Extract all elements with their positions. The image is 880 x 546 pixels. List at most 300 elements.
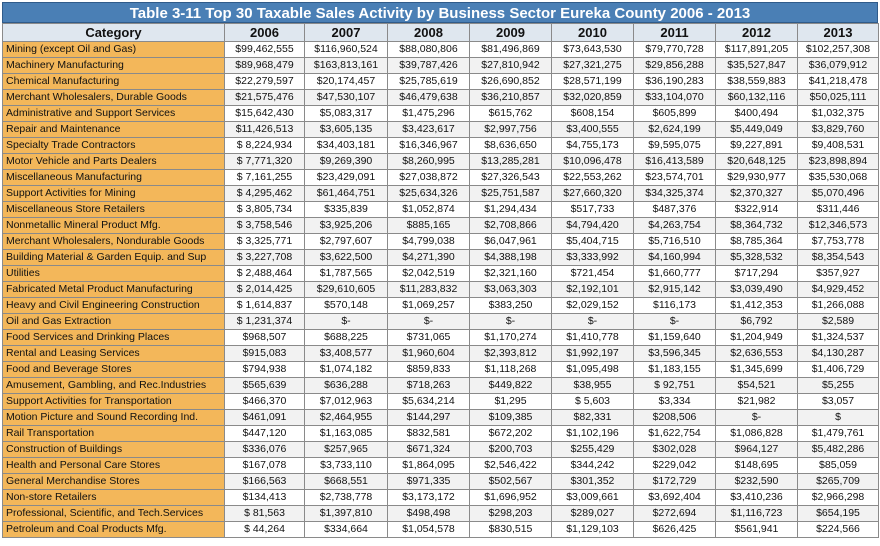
value-cell: $ 7,161,255 — [225, 170, 305, 186]
value-cell: $7,012,963 — [305, 394, 388, 410]
value-cell: $2,636,553 — [716, 346, 798, 362]
value-cell: $2,589 — [798, 314, 879, 330]
value-cell: $12,346,573 — [798, 218, 879, 234]
value-cell: $21,982 — [716, 394, 798, 410]
value-cell: $4,794,420 — [552, 218, 634, 234]
table-row — [3, 506, 879, 522]
category-cell: Miscellaneous Store Retailers — [3, 202, 225, 218]
value-cell: $79,770,728 — [634, 42, 716, 58]
value-cell: $2,321,160 — [470, 266, 552, 282]
value-cell: $1,116,723 — [716, 506, 798, 522]
value-cell: $102,257,308 — [798, 42, 879, 58]
value-cell: $322,914 — [716, 202, 798, 218]
value-cell: $1,412,353 — [716, 298, 798, 314]
value-cell: $1,622,754 — [634, 426, 716, 442]
value-cell: $25,634,326 — [388, 186, 470, 202]
category-cell: Amusement, Gambling, and Rec.Industries — [3, 378, 225, 394]
value-cell: $1,787,565 — [305, 266, 388, 282]
value-cell: $4,160,994 — [634, 250, 716, 266]
category-cell: Administrative and Support Services — [3, 106, 225, 122]
value-cell: $27,321,275 — [552, 58, 634, 74]
table-title: Table 3-11 Top 30 Taxable Sales Activity by Business Sector Eureka County 2006 - 2013 — [2, 2, 878, 23]
value-cell: $4,388,198 — [470, 250, 552, 266]
value-cell: $28,571,199 — [552, 74, 634, 90]
value-cell: $517,733 — [552, 202, 634, 218]
table-row — [3, 458, 879, 474]
value-cell: $99,462,555 — [225, 42, 305, 58]
value-cell: $830,515 — [470, 522, 552, 538]
value-cell: $16,346,967 — [388, 138, 470, 154]
table-row — [3, 58, 879, 74]
value-cell: $89,968,479 — [225, 58, 305, 74]
value-cell: $5,255 — [798, 378, 879, 394]
value-cell: $23,429,091 — [305, 170, 388, 186]
value-cell: $ 4,295,462 — [225, 186, 305, 202]
table-row — [3, 138, 879, 154]
value-cell: $3,009,661 — [552, 490, 634, 506]
value-cell: $688,225 — [305, 330, 388, 346]
value-cell: $334,664 — [305, 522, 388, 538]
value-cell: $8,636,650 — [470, 138, 552, 154]
value-cell: $ 81,563 — [225, 506, 305, 522]
category-cell: Nonmetallic Mineral Product Mfg. — [3, 218, 225, 234]
value-cell: $ 1,231,374 — [225, 314, 305, 330]
value-cell: $3,410,236 — [716, 490, 798, 506]
value-cell: $5,070,496 — [798, 186, 879, 202]
value-cell: $1,992,197 — [552, 346, 634, 362]
value-cell: $859,833 — [388, 362, 470, 378]
value-cell: $88,080,806 — [388, 42, 470, 58]
category-cell: Fabricated Metal Product Manufacturing — [3, 282, 225, 298]
value-cell: $ 3,227,708 — [225, 250, 305, 266]
value-cell: $38,559,883 — [716, 74, 798, 90]
value-cell: $1,102,196 — [552, 426, 634, 442]
value-cell: $33,104,070 — [634, 90, 716, 106]
value-cell: $29,610,605 — [305, 282, 388, 298]
value-cell: $289,027 — [552, 506, 634, 522]
value-cell: $2,624,199 — [634, 122, 716, 138]
category-cell: Professional, Scientific, and Tech.Services — [3, 506, 225, 522]
value-cell: $4,271,390 — [388, 250, 470, 266]
value-cell: $23,898,894 — [798, 154, 879, 170]
value-cell: $794,938 — [225, 362, 305, 378]
value-cell: $25,751,587 — [470, 186, 552, 202]
category-cell: Machinery Manufacturing — [3, 58, 225, 74]
value-cell: $8,260,995 — [388, 154, 470, 170]
value-cell: $109,385 — [470, 410, 552, 426]
header-year: 2007 — [305, 24, 388, 42]
value-cell: $85,059 — [798, 458, 879, 474]
value-cell: $1,129,103 — [552, 522, 634, 538]
value-cell: $34,403,181 — [305, 138, 388, 154]
value-cell: $502,567 — [470, 474, 552, 490]
value-cell: $229,042 — [634, 458, 716, 474]
value-cell: $832,581 — [388, 426, 470, 442]
value-cell: $449,822 — [470, 378, 552, 394]
category-cell: Utilities — [3, 266, 225, 282]
table-row — [3, 250, 879, 266]
value-cell: $2,464,955 — [305, 410, 388, 426]
table-row — [3, 330, 879, 346]
value-cell: $1,095,498 — [552, 362, 634, 378]
value-cell: $39,787,426 — [388, 58, 470, 74]
table-row — [3, 474, 879, 490]
value-cell: $- — [634, 314, 716, 330]
value-cell: $ 2,488,464 — [225, 266, 305, 282]
table-row — [3, 186, 879, 202]
category-cell: Mining (except Oil and Gas) — [3, 42, 225, 58]
value-cell: $27,810,942 — [470, 58, 552, 74]
value-cell: $81,496,869 — [470, 42, 552, 58]
value-cell: $20,648,125 — [716, 154, 798, 170]
value-cell: $605,899 — [634, 106, 716, 122]
value-cell: $172,729 — [634, 474, 716, 490]
category-cell: Motor Vehicle and Parts Dealers — [3, 154, 225, 170]
value-cell: $9,227,891 — [716, 138, 798, 154]
value-cell: $6,047,961 — [470, 234, 552, 250]
value-cell: $1,410,778 — [552, 330, 634, 346]
value-cell: $1,052,874 — [388, 202, 470, 218]
table-row — [3, 218, 879, 234]
table-row — [3, 202, 879, 218]
table-row — [3, 266, 879, 282]
value-cell: $565,639 — [225, 378, 305, 394]
value-cell: $8,364,732 — [716, 218, 798, 234]
category-cell: Heavy and Civil Engineering Construction — [3, 298, 225, 314]
value-cell: $2,997,756 — [470, 122, 552, 138]
value-cell: $1,170,274 — [470, 330, 552, 346]
value-cell: $10,096,478 — [552, 154, 634, 170]
value-cell: $34,325,374 — [634, 186, 716, 202]
value-cell: $- — [388, 314, 470, 330]
value-cell: $1,295 — [470, 394, 552, 410]
category-cell: Health and Personal Care Stores — [3, 458, 225, 474]
value-cell: $60,132,116 — [716, 90, 798, 106]
category-cell: Food and Beverage Stores — [3, 362, 225, 378]
value-cell: $46,479,638 — [388, 90, 470, 106]
value-cell: $25,785,619 — [388, 74, 470, 90]
value-cell: $ 7,771,320 — [225, 154, 305, 170]
value-cell: $2,029,152 — [552, 298, 634, 314]
value-cell: $5,449,049 — [716, 122, 798, 138]
value-cell: $35,530,068 — [798, 170, 879, 186]
value-cell: $22,279,597 — [225, 74, 305, 90]
sales-table-container — [2, 2, 878, 538]
value-cell: $1,266,088 — [798, 298, 879, 314]
value-cell: $1,345,699 — [716, 362, 798, 378]
value-cell: $498,498 — [388, 506, 470, 522]
value-cell: $461,091 — [225, 410, 305, 426]
value-cell: $9,408,531 — [798, 138, 879, 154]
value-cell: $257,965 — [305, 442, 388, 458]
value-cell: $3,063,303 — [470, 282, 552, 298]
value-cell: $570,148 — [305, 298, 388, 314]
value-cell: $1,032,375 — [798, 106, 879, 122]
category-cell: Merchant Wholesalers, Nondurable Goods — [3, 234, 225, 250]
category-cell: Motion Picture and Sound Recording Ind. — [3, 410, 225, 426]
value-cell: $615,762 — [470, 106, 552, 122]
value-cell: $ 8,224,934 — [225, 138, 305, 154]
value-cell: $ 2,014,425 — [225, 282, 305, 298]
value-cell: $7,753,778 — [798, 234, 879, 250]
value-cell: $9,269,390 — [305, 154, 388, 170]
table-row — [3, 90, 879, 106]
value-cell: $ 3,325,771 — [225, 234, 305, 250]
value-cell: $16,413,589 — [634, 154, 716, 170]
value-cell: $27,326,543 — [470, 170, 552, 186]
table-row — [3, 106, 879, 122]
value-cell: $166,563 — [225, 474, 305, 490]
value-cell: $1,406,729 — [798, 362, 879, 378]
value-cell: $54,521 — [716, 378, 798, 394]
value-cell: $27,038,872 — [388, 170, 470, 186]
table-row — [3, 154, 879, 170]
value-cell: $224,566 — [798, 522, 879, 538]
value-cell: $2,042,519 — [388, 266, 470, 282]
value-cell: $ 92,751 — [634, 378, 716, 394]
table-body — [3, 42, 879, 538]
table-row — [3, 522, 879, 538]
header-year: 2013 — [798, 24, 879, 42]
value-cell: $1,086,828 — [716, 426, 798, 442]
value-cell: $11,426,513 — [225, 122, 305, 138]
value-cell: $4,130,287 — [798, 346, 879, 362]
value-cell: $208,506 — [634, 410, 716, 426]
value-cell: $1,864,095 — [388, 458, 470, 474]
value-cell: $311,446 — [798, 202, 879, 218]
table-row — [3, 378, 879, 394]
value-cell: $11,283,832 — [388, 282, 470, 298]
value-cell: $82,331 — [552, 410, 634, 426]
value-cell: $335,839 — [305, 202, 388, 218]
category-cell: General Merchandise Stores — [3, 474, 225, 490]
table-row — [3, 346, 879, 362]
value-cell: $3,925,206 — [305, 218, 388, 234]
value-cell: $5,716,510 — [634, 234, 716, 250]
value-cell: $15,642,430 — [225, 106, 305, 122]
value-cell: $265,709 — [798, 474, 879, 490]
value-cell: $2,192,101 — [552, 282, 634, 298]
value-cell: $ 1,614,837 — [225, 298, 305, 314]
value-cell: $301,352 — [552, 474, 634, 490]
value-cell: $6,792 — [716, 314, 798, 330]
value-cell: $968,507 — [225, 330, 305, 346]
value-cell: $36,190,283 — [634, 74, 716, 90]
value-cell: $1,475,296 — [388, 106, 470, 122]
category-cell: Support Activities for Transportation — [3, 394, 225, 410]
value-cell: $5,328,532 — [716, 250, 798, 266]
value-cell: $3,057 — [798, 394, 879, 410]
value-cell: $1,660,777 — [634, 266, 716, 282]
value-cell: $3,423,617 — [388, 122, 470, 138]
category-cell: Food Services and Drinking Places — [3, 330, 225, 346]
value-cell: $731,065 — [388, 330, 470, 346]
value-cell: $4,263,754 — [634, 218, 716, 234]
value-cell: $29,856,288 — [634, 58, 716, 74]
value-cell: $1,696,952 — [470, 490, 552, 506]
value-cell: $1,204,949 — [716, 330, 798, 346]
value-cell: $1,479,761 — [798, 426, 879, 442]
value-cell: $1,397,810 — [305, 506, 388, 522]
category-cell: Repair and Maintenance — [3, 122, 225, 138]
value-cell: $144,297 — [388, 410, 470, 426]
header-year: 2011 — [634, 24, 716, 42]
value-cell: $608,154 — [552, 106, 634, 122]
value-cell: $35,527,847 — [716, 58, 798, 74]
value-cell: $8,785,364 — [716, 234, 798, 250]
table-row — [3, 314, 879, 330]
value-cell: $3,334 — [634, 394, 716, 410]
value-cell: $- — [552, 314, 634, 330]
sales-table — [2, 23, 879, 538]
value-cell: $466,370 — [225, 394, 305, 410]
value-cell: $ 3,758,546 — [225, 218, 305, 234]
value-cell: $2,708,866 — [470, 218, 552, 234]
value-cell: $717,294 — [716, 266, 798, 282]
value-cell: $915,083 — [225, 346, 305, 362]
value-cell: $ — [798, 410, 879, 426]
value-cell: $3,039,490 — [716, 282, 798, 298]
header-year: 2012 — [716, 24, 798, 42]
value-cell: $3,408,577 — [305, 346, 388, 362]
category-cell: Oil and Gas Extraction — [3, 314, 225, 330]
category-cell: Chemical Manufacturing — [3, 74, 225, 90]
header-year: 2006 — [225, 24, 305, 42]
value-cell: $200,703 — [470, 442, 552, 458]
value-cell: $5,634,214 — [388, 394, 470, 410]
value-cell: $50,025,111 — [798, 90, 879, 106]
value-cell: $ 44,264 — [225, 522, 305, 538]
value-cell: $2,370,327 — [716, 186, 798, 202]
value-cell: $1,960,604 — [388, 346, 470, 362]
table-row — [3, 42, 879, 58]
value-cell: $1,159,640 — [634, 330, 716, 346]
value-cell: $298,203 — [470, 506, 552, 522]
value-cell: $- — [305, 314, 388, 330]
value-cell: $447,120 — [225, 426, 305, 442]
value-cell: $721,454 — [552, 266, 634, 282]
value-cell: $718,263 — [388, 378, 470, 394]
header-year: 2009 — [470, 24, 552, 42]
value-cell: $3,829,760 — [798, 122, 879, 138]
value-cell: $971,335 — [388, 474, 470, 490]
value-cell: $2,546,422 — [470, 458, 552, 474]
value-cell: $23,574,701 — [634, 170, 716, 186]
value-cell: $1,324,537 — [798, 330, 879, 346]
table-row — [3, 426, 879, 442]
value-cell: $167,078 — [225, 458, 305, 474]
value-cell: $27,660,320 — [552, 186, 634, 202]
value-cell: $3,333,992 — [552, 250, 634, 266]
value-cell: $36,210,857 — [470, 90, 552, 106]
table-row — [3, 410, 879, 426]
category-cell: Rail Transportation — [3, 426, 225, 442]
category-cell: Support Activities for Mining — [3, 186, 225, 202]
value-cell: $3,605,135 — [305, 122, 388, 138]
table-row — [3, 298, 879, 314]
value-cell: $964,127 — [716, 442, 798, 458]
value-cell: $29,930,977 — [716, 170, 798, 186]
category-cell: Rental and Leasing Services — [3, 346, 225, 362]
value-cell: $5,083,317 — [305, 106, 388, 122]
category-cell: Non-store Retailers — [3, 490, 225, 506]
value-cell: $1,074,182 — [305, 362, 388, 378]
value-cell: $2,393,812 — [470, 346, 552, 362]
value-cell: $3,173,172 — [388, 490, 470, 506]
value-cell: $47,530,107 — [305, 90, 388, 106]
value-cell: $357,927 — [798, 266, 879, 282]
table-row — [3, 442, 879, 458]
value-cell: $561,941 — [716, 522, 798, 538]
header-category: Category — [3, 24, 225, 42]
value-cell: $ 5,603 — [552, 394, 634, 410]
header-year: 2010 — [552, 24, 634, 42]
category-cell: Specialty Trade Contractors — [3, 138, 225, 154]
category-cell: Building Material & Garden Equip. and Sup — [3, 250, 225, 266]
value-cell: $73,643,530 — [552, 42, 634, 58]
value-cell: $116,173 — [634, 298, 716, 314]
value-cell: $ 3,805,734 — [225, 202, 305, 218]
value-cell: $41,218,478 — [798, 74, 879, 90]
header-year: 2008 — [388, 24, 470, 42]
value-cell: $20,174,457 — [305, 74, 388, 90]
value-cell: $3,733,110 — [305, 458, 388, 474]
value-cell: $2,915,142 — [634, 282, 716, 298]
value-cell: $3,692,404 — [634, 490, 716, 506]
table-row — [3, 170, 879, 186]
value-cell: $9,595,075 — [634, 138, 716, 154]
value-cell: $61,464,751 — [305, 186, 388, 202]
value-cell: $3,400,555 — [552, 122, 634, 138]
table-row — [3, 74, 879, 90]
value-cell: $4,755,173 — [552, 138, 634, 154]
value-cell: $4,799,038 — [388, 234, 470, 250]
value-cell: $2,797,607 — [305, 234, 388, 250]
value-cell: $1,069,257 — [388, 298, 470, 314]
value-cell: $232,590 — [716, 474, 798, 490]
value-cell: $255,429 — [552, 442, 634, 458]
value-cell: $21,575,476 — [225, 90, 305, 106]
value-cell: $117,891,205 — [716, 42, 798, 58]
value-cell: $1,054,578 — [388, 522, 470, 538]
value-cell: $26,690,852 — [470, 74, 552, 90]
value-cell: $4,929,452 — [798, 282, 879, 298]
table-row — [3, 234, 879, 250]
header-row — [3, 24, 879, 42]
category-cell: Miscellaneous Manufacturing — [3, 170, 225, 186]
value-cell: $- — [470, 314, 552, 330]
value-cell: $671,324 — [388, 442, 470, 458]
value-cell: $- — [716, 410, 798, 426]
value-cell: $13,285,281 — [470, 154, 552, 170]
value-cell: $344,242 — [552, 458, 634, 474]
value-cell: $487,376 — [634, 202, 716, 218]
value-cell: $336,076 — [225, 442, 305, 458]
value-cell: $36,079,912 — [798, 58, 879, 74]
value-cell: $1,294,434 — [470, 202, 552, 218]
value-cell: $3,596,345 — [634, 346, 716, 362]
value-cell: $8,354,543 — [798, 250, 879, 266]
table-row — [3, 394, 879, 410]
value-cell: $134,413 — [225, 490, 305, 506]
value-cell: $626,425 — [634, 522, 716, 538]
value-cell: $672,202 — [470, 426, 552, 442]
value-cell: $5,482,286 — [798, 442, 879, 458]
value-cell: $668,551 — [305, 474, 388, 490]
value-cell: $885,165 — [388, 218, 470, 234]
value-cell: $116,960,524 — [305, 42, 388, 58]
table-row — [3, 490, 879, 506]
